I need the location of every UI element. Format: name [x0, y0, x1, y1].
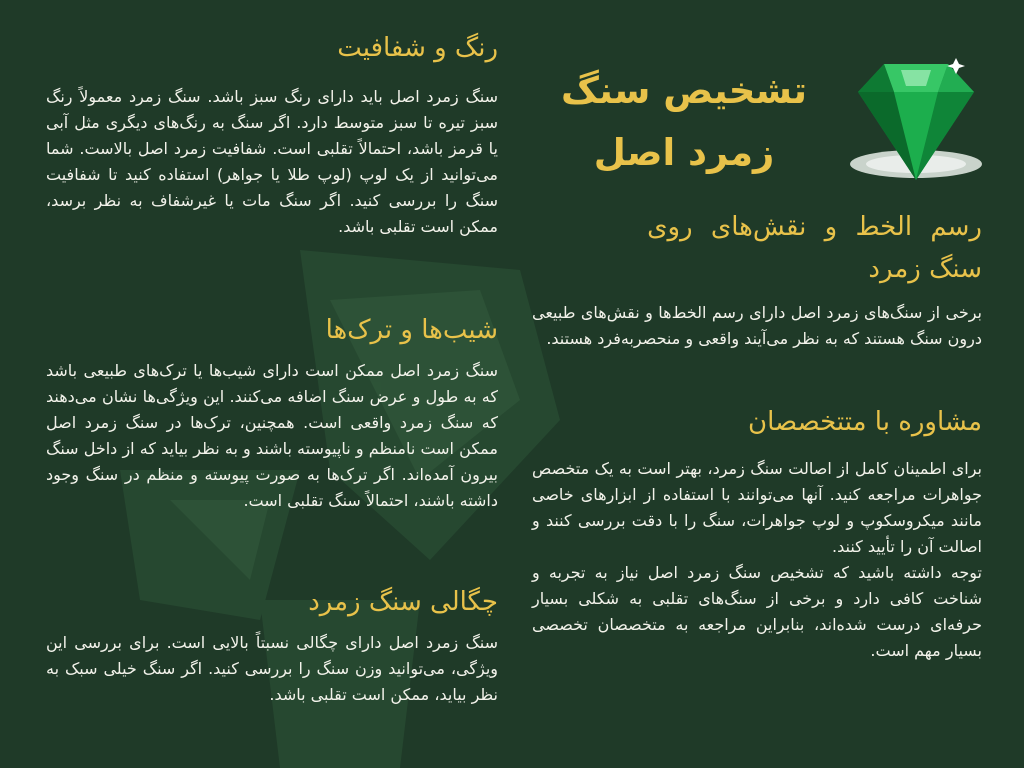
color-text: سنگ زمرد اصل باید دارای رنگ سبز باشد. سنگ زمرد معمولاً رنگ سبز تیره تا سبز متوسط دارد. اگر سنگ به رنگ‌های دیگری مثل آبی یا قرمز باشد، احتمالاً تقلبی است. شفافیت زمرد اصل بالاست. شما می‌توانید از یک لوپ (لوپ طلا یا جواهر) استفاده کنید تا شفافیت سنگ را بررسی کنید. اگر سنگ مات یا غیرشفاف به نظر برسد، ممکن است تقلبی باشد.	[46, 87, 498, 236]
color-heading: رنگ و شفافیت	[337, 33, 498, 63]
section-density	[46, 582, 498, 708]
emerald-gem-icon	[846, 52, 986, 192]
density-text: سنگ زمرد اصل دارای چگالی نسبتاً بالایی است. برای بررسی این ویژگی، می‌توانید وزن سنگ را بررسی کنید. اگر سنگ خیلی سبک به نظر بیاید، ممکن است تقلبی باشد.	[46, 633, 498, 704]
main-title	[534, 60, 834, 184]
cracks-heading: شیب‌ها و ترک‌ها	[325, 315, 498, 345]
patterns-text: برخی از سنگ‌های زمرد اصل دارای رسم الخط‌ها و نقش‌های طبیعی درون سنگ هستند که به نظر می‌آیند واقعی و منحصربه‌فرد هستند.	[532, 303, 982, 348]
experts-heading: مشاوره با متتخصصان	[748, 407, 982, 437]
experts-text-2: توجه داشته باشید که تشخیص سنگ زمرد اصل نیاز به تجربه و شناخت کافی دارد و برخی از سنگ‌های تقلبی به شکلی بسیار حرفه‌ای درست شده‌اند، بنابراین مراجعه به متخصصان تخصصی بسیار مهم است.	[532, 563, 982, 660]
cracks-text: سنگ زمرد اصل ممکن است دارای شیب‌ها یا ترک‌های طبیعی باشد که به طول و عرض سنگ اضافه می‌کنند. این ویژگی‌ها نشان می‌دهند که سنگ زمرد واقعی است. همچنین، ترک‌ها در سنگ زمرد اصل ممکن است نامنظم و ناپیوسته باشند و به نظر بیاید که از داخل سنگ بیرون آمده‌اند. اگر ترک‌ها به صورت پیوسته و منظم در سنگ وجود داشته باشند، احتمالاً سنگ تقلبی است.	[46, 361, 498, 510]
patterns-heading-line1: رسم الخط و نقش‌های روی	[647, 212, 982, 242]
patterns-heading	[532, 206, 982, 290]
patterns-heading-line2: سنگ زمرد	[868, 254, 982, 284]
experts-text-1: برای اطمینان کامل از اصالت سنگ زمرد، بهتر است به یک متخصص جواهرات مراجعه کنید. آنها می‌توانند با استفاده از ابزارهای خاصی مانند میکروسکوپ و لوپ جواهرات، سنگ را با دقت بررسی کنند و اصالت آن را تأیید کنند.	[532, 459, 982, 556]
density-heading: چگالی سنگ زمرد	[308, 587, 498, 617]
section-experts	[532, 402, 982, 664]
section-color	[46, 28, 498, 240]
main-title-line1: تشخیص سنگ	[560, 69, 808, 112]
section-cracks	[46, 310, 498, 514]
section-patterns	[532, 206, 982, 352]
main-title-line2: زمرد اصل	[593, 131, 775, 174]
